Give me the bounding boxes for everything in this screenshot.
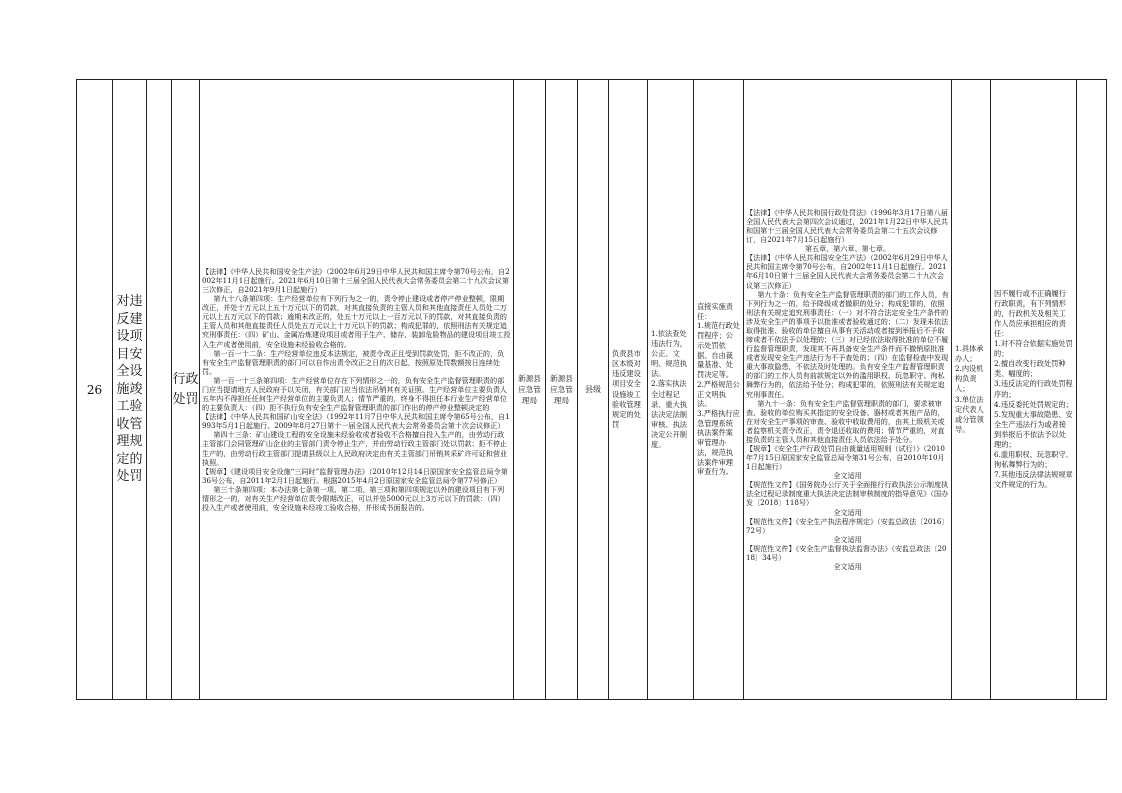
legal-basis-paragraph: 第一百一十三条第四项：生产经营单位存在下列情形之一的，负有安全生产监督管理职责的部门应当提请地方人民政府予以关闭，有关部门应当依法吊销其有关证照。生产经营单位主要负责人五年内不得担任任何生产经营单位的主要负责人；情节严重的，终身不得担任本行业生产经营单位的主要负责人：（四）拒不执行负有安全生产监督管理职责的部门作出的停产停业整顿决定的 (202, 375, 508, 413)
duty-basis-paragraph: 【法律】《中华人民共和国安全生产法》（2002年6月29日中华人民共和国主席令第70号公布，自2002年11月1日起施行。2021年6月10日第十三届全国人民代表大会常务委员会第二十九次会议第三次修正） (746, 253, 948, 290)
accountability-item: 3.违反法定的行政处罚程序的； (994, 379, 1073, 399)
duty-basis-paragraph: 全文适用 (833, 471, 862, 481)
duty-item: 2.严格规范公正文明执法。 (697, 379, 740, 409)
accountability-item: 2.擅自改变行政处罚种类、幅度的； (994, 359, 1066, 379)
item-type: 行政处罚 (172, 80, 200, 700)
standard-item: 2.落实执法全过程记录、重大执法决定法制审核、执法决定公开制度。 (651, 379, 687, 449)
duty-basis-paragraph: 全文适用 (833, 534, 862, 544)
duty-basis-cell (744, 80, 952, 700)
responsible-department: 新源县应急管理局 (546, 80, 578, 700)
responsible-person-item: 1.具体承办人； (955, 344, 984, 364)
responsible-person-item: 2.内设机构负责人； (955, 364, 984, 394)
duty-basis-paragraph: 【法律】《中华人民共和国行政处罚法》（1996年3月17日第八届全国人民代表大会第四次会议通过，2021年1月22日中华人民共和国第十三届全国人民代表大会常务委员会第二十五次会议修订，自2021年7月15日起施行） (746, 207, 948, 245)
exercise-scope: 负责县市区本级对违反建设项目安全设施竣工验收管理规定的处罚 (609, 80, 648, 700)
accountability-item: 5.发现重大事故隐患、安全生产违法行为或者接到举报后不依法予以处理的； (994, 409, 1073, 449)
legal-basis-paragraph: 第一百一十二条：生产经营单位违反本法规定，被责令改正且受到罚款处罚，拒不改正的，负有安全生产监督管理职责的部门可以自作出责令改正之日的次日起，按照原处罚数额按日连续处罚。 (202, 348, 505, 376)
enforcement-standards-cell (648, 80, 694, 700)
implementation-duty-cell (694, 80, 744, 700)
accountability-item: 因不履行或不正确履行行政职责，有下列情形的，行政机关及相关工作人员应承担相应的责任： (994, 288, 1066, 339)
accountability-item: 7.其他违反法律法规规章文件规定的行为。 (994, 470, 1073, 490)
empty-cell (147, 80, 172, 700)
exercise-level: 县级 (578, 80, 609, 700)
duty-basis-paragraph: 第五章、第六章、第七章。 (804, 244, 891, 254)
responsible-persons-cell (952, 80, 991, 700)
legal-basis-paragraph: 【法律】《中华人民共和国矿山安全法》（1992年11月7日中华人民共和国主席令第65号公布，自1993年5月1日起施行。2009年8月27日第十一届全国人民代表大会常务委员会第十次会议修正） (202, 412, 510, 431)
duty-basis-paragraph: 第九十条：负有安全生产监督管理职责的部门的工作人员，有下列行为之一的，给予降级或者撤职的处分；构成犯罪的，依照刑法有关规定追究刑事责任：（一）对不符合法定安全生产条件的涉及安全生产的事项予以批准或者验收通过的；（二）发现未依法取得批准、验收的单位擅自从事有关活动或者接到举报后不予取缔或者不依法予以处理的；（三）对已经依法取得批准的单位不履行监督管理职责，发现其不再具备安全生产条件而不撤销原批准或者发现安全生产违法行为不予查处的；（四）在监督检查中发现重大事故隐患，不依法及时处理的。负有安全生产监督管理职责的部门的工作人员有前款规定以外的滥用职权、玩忽职守、徇私舞弊行为的，依法给予处分；构成犯罪的，依照刑法有关规定追究刑事责任。 (746, 289, 949, 399)
legal-basis-paragraph: 第三十条第四项：本办法第七条第一项、第二项、第三项和第四项规定以外的建设项目有下列情形之一的，对有关生产经营单位责令限期改正，可以并处5000元以上3万元以下的罚款：（四）投入生产或者使用前，安全设施未经竣工验收合格，并形成书面报告的。 (202, 484, 505, 512)
duty-basis-paragraph: 【规范性文件】《安全生产执法程序规定》（安监总政法〔2016〕72号） (746, 516, 949, 535)
duty-basis-paragraph: 第九十一条：负有安全生产监督管理职责的部门，要求被审查、验收的单位购买其指定的安全设备、器材或者其他产品的，在对安全生产事项的审查、验收中收取费用的，由其上级机关或者监察机关责令改正，责令退还收取的费用；情节严重的，对直接负责的主管人员和其他直接责任人员依法给予处分。 (746, 398, 945, 444)
power-list-table (76, 79, 1107, 700)
duty-item: 直接实施责任： (697, 302, 733, 321)
duty-basis-paragraph: 【规范性文件】《安全生产监督执法监督办法》（安监总政法〔2018〕34号） (746, 543, 947, 562)
accountability-item: 4.违反委托处罚规定的； (994, 399, 1073, 409)
implementing-subject: 新源县应急管理局 (514, 80, 546, 700)
item-name: 对违反建设项目安全设施竣工验收管理规定的处罚 (113, 80, 147, 700)
duty-item: 3.严格执行应急管理系统执法案件案审管理办法，规范执法案件审理审查行为。 (697, 408, 740, 477)
duty-basis-paragraph: 全文适用 (833, 507, 862, 517)
accountability-cell (991, 80, 1077, 700)
legal-basis-paragraph: 【规章】《建设项目安全设施“三同时”监督管理办法》（2010年12月14日原国家安全监管总局令第36号公布，自2011年2月1日起施行。根据2015年4月2日原国家安全监管总局令第77号修正） (202, 466, 508, 485)
table-row (77, 80, 1107, 700)
standard-item: 1.依法查处违法行为，公正、文明、规范执法。 (651, 329, 687, 379)
remarks-cell (1077, 80, 1107, 700)
legal-basis-paragraph: 第四十三条：矿山建设工程的安全设施未经验收或者验收不合格擅自投入生产的，由劳动行政主管部门会同管理矿山企业的主管部门责令停止生产，并由劳动行政主管部门处以罚款；拒不停止生产的，由劳动行政主管部门提请县级以上人民政府决定由有关主管部门吊销其采矿许可证和营业执照。 (202, 430, 508, 467)
accountability-item: 6.滥用职权、玩忽职守、徇私舞弊行为的； (994, 449, 1073, 470)
legal-basis-paragraph: 【法律】《中华人民共和国安全生产法》（2002年6月29日中华人民共和国主席令第70号公布，自2002年11月1日起施行。2021年6月10日第十三届全国人民代表大会常务委员会第二十九次会议第三次修正，自2021年9月1日起施行） (202, 266, 510, 295)
duty-basis-paragraph: 全文适用 (833, 561, 862, 571)
row-number: 26 (77, 80, 113, 700)
responsible-person-item: 3.单位法定代表人或分管领导。 (955, 394, 984, 434)
duty-item: 1.规范行政处罚程序；公示处罚依据、自由裁量基准、处罚决定等。 (697, 321, 740, 380)
duty-basis-paragraph: 【规范性文件】《国务院办公厅关于全面推行行政执法公示制度执法全过程记录制度重大执法决定法制审核制度的指导意见》（国办发〔2018〕118号） (746, 480, 949, 508)
duty-basis-paragraph: 【规章】《安全生产行政处罚自由裁量适用规则（试行）》（2010年7月15日原国家安全监管总局令第31号公布，自2010年10月1日起施行） (746, 443, 945, 472)
legal-basis-paragraph: 第九十八条第四项：生产经营单位有下列行为之一的，责令停止建设或者停产停业整顿，限期改正，并处十万元以上五十万元以下的罚款，对其直接负责的主管人员和其他直接责任人员处二万元以上五万元以下的罚款；逾期未改正的，处五十万元以上一百万元以下的罚款，对其直接负责的主管人员和其他直接责任人员处五万元以上十万元以下的罚款；构成犯罪的，依照刑法有关规定追究刑事责任：（四）矿山、金属冶炼建设项目或者用于生产、储存、装卸危险物品的建设项目竣工投入生产或者使用前，安全设施未经验收合格的。 (202, 294, 511, 349)
legal-basis-cell (200, 80, 514, 700)
accountability-item: 1.对不符合依据实施处罚的； (994, 339, 1073, 359)
